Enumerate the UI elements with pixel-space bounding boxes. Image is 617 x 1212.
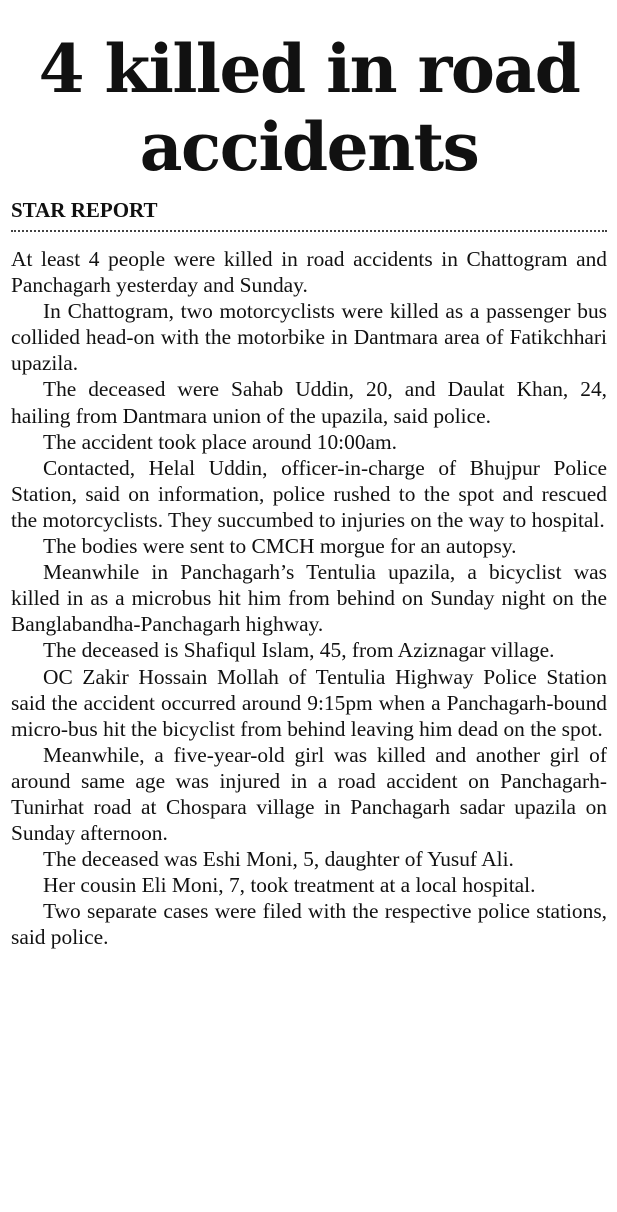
paragraph-11: The deceased was Eshi Moni, 5, daughter of Yusuf Ali.	[43, 847, 514, 872]
headline: 4 killed in road accidents	[38, 30, 580, 186]
article-body	[11, 246, 607, 951]
paragraph-4: The accident took place around 10:00am.	[43, 429, 398, 454]
paragraph-3: The deceased were Sahab Uddin, 20, and Daulat Khan, 24, hailing from Dantmara union of the upazila, said police.	[11, 377, 607, 428]
paragraph-2: In Chattogram, two motorcyclists were killed as a passenger bus collided head-on with the motorbike in Dantmara area of Fatikchhari upazila.	[11, 299, 607, 376]
paragraph-13: Two separate cases were filed with the respective police stations, said police.	[11, 899, 607, 950]
paragraph-12: Her cousin Eli Moni, 7, took treatment at a local hospital.	[43, 873, 536, 898]
dotted-divider	[11, 230, 607, 232]
paragraph-10: Meanwhile, a five-year-old girl was killed and another girl of around same age was injured in a road accident on Panchagarh-Tunirhat road at Chospara village in Panchagarh sadar upazila on Sunday afternoon.	[11, 742, 607, 846]
paragraph-6: The bodies were sent to CMCH morgue for an autopsy.	[43, 534, 517, 559]
paragraph-1: At least 4 people were killed in road accidents in Chattogram and Panchagarh yesterday and Sunday.	[11, 247, 607, 298]
paragraph-8: The deceased is Shafiqul Islam, 45, from Aziznagar village.	[43, 638, 555, 663]
paragraph-7: Meanwhile in Panchagarh’s Tentulia upazila, a bicyclist was killed in as a microbus hit him from behind on Sunday night on the Banglabandha-Panchagarh highway.	[11, 560, 607, 637]
paragraph-9: OC Zakir Hossain Mollah of Tentulia Highway Police Station said the accident occurred around 9:15pm when a Panchagarh-bound micro-bus hit the bicyclist from behind leaving him dead on the spot.	[11, 664, 607, 741]
byline: STAR REPORT	[11, 198, 158, 222]
paragraph-5: Contacted, Helal Uddin, officer-in-charge of Bhujpur Police Station, said on information, police rushed to the spot and rescued the motorcyclists. They succumbed to injuries on the way to hospital.	[11, 455, 607, 532]
